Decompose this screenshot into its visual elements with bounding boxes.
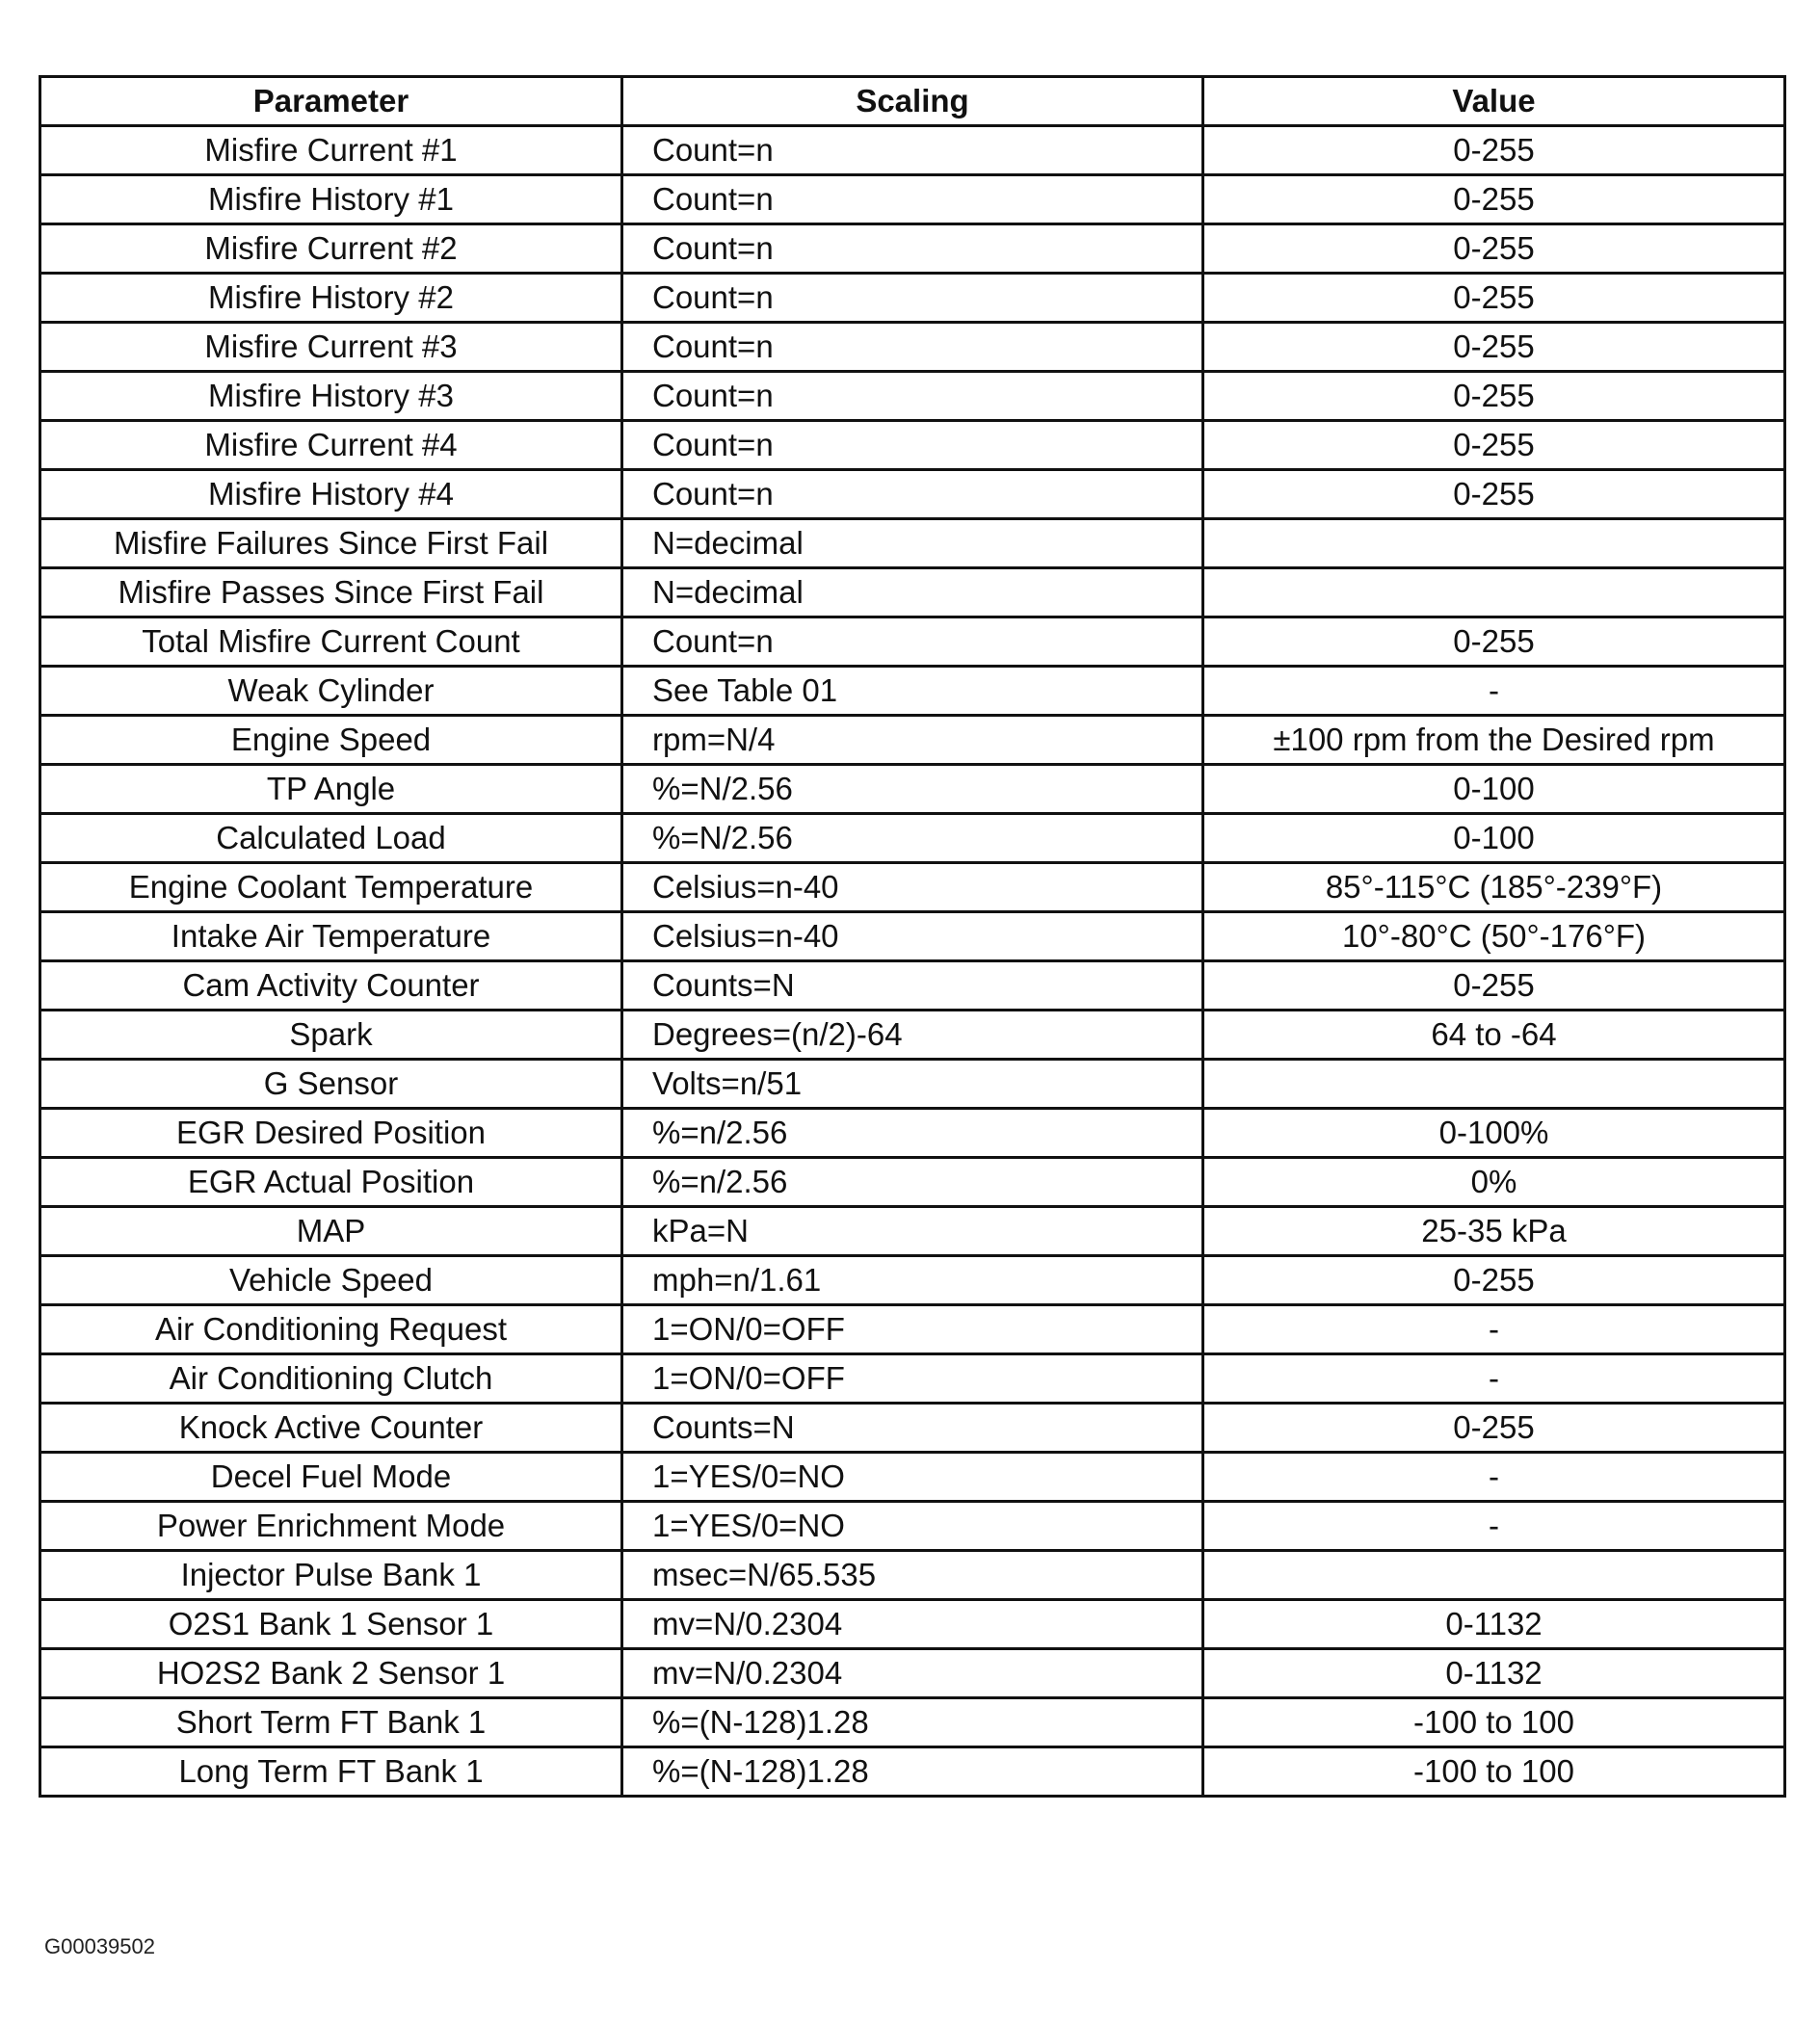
scaling-cell: Count=n (622, 323, 1203, 372)
parameter-cell: G Sensor (40, 1060, 622, 1109)
table-row (40, 912, 1785, 961)
parameter-cell: Decel Fuel Mode (40, 1453, 622, 1502)
scaling-cell: %=n/2.56 (622, 1158, 1203, 1207)
header-value: Value (1203, 77, 1785, 126)
value-cell: 0-255 (1203, 1404, 1785, 1453)
value-cell (1203, 519, 1785, 568)
parameter-cell: Cam Activity Counter (40, 961, 622, 1011)
parameter-cell: Long Term FT Bank 1 (40, 1747, 622, 1797)
parameter-cell: Vehicle Speed (40, 1256, 622, 1305)
scaling-cell: rpm=N/4 (622, 716, 1203, 765)
table-row (40, 1551, 1785, 1600)
parameter-cell: Misfire History #2 (40, 274, 622, 323)
scaling-cell: Count=n (622, 617, 1203, 667)
value-cell: 25-35 kPa (1203, 1207, 1785, 1256)
scaling-cell: %=n/2.56 (622, 1109, 1203, 1158)
scaling-cell: Counts=N (622, 961, 1203, 1011)
table-row (40, 1207, 1785, 1256)
parameter-cell: Weak Cylinder (40, 667, 622, 716)
table-row (40, 126, 1785, 175)
table-row (40, 175, 1785, 224)
value-cell: 0-255 (1203, 617, 1785, 667)
scaling-cell: 1=ON/0=OFF (622, 1354, 1203, 1404)
value-cell: 0-100 (1203, 765, 1785, 814)
table-row (40, 1109, 1785, 1158)
value-cell: 0-1132 (1203, 1649, 1785, 1698)
table-row (40, 961, 1785, 1011)
header-parameter: Parameter (40, 77, 622, 126)
value-cell: 0-255 (1203, 274, 1785, 323)
value-cell: 10°-80°C (50°-176°F) (1203, 912, 1785, 961)
value-cell (1203, 568, 1785, 617)
table-row (40, 1305, 1785, 1354)
table-row (40, 274, 1785, 323)
table-row (40, 1649, 1785, 1698)
value-cell: 0-255 (1203, 175, 1785, 224)
scaling-cell: N=decimal (622, 519, 1203, 568)
table-row (40, 372, 1785, 421)
parameter-cell: Injector Pulse Bank 1 (40, 1551, 622, 1600)
parameter-cell: Intake Air Temperature (40, 912, 622, 961)
table-row (40, 1502, 1785, 1551)
value-cell: 0-1132 (1203, 1600, 1785, 1649)
value-cell: -100 to 100 (1203, 1698, 1785, 1747)
value-cell: 0% (1203, 1158, 1785, 1207)
table-row (40, 470, 1785, 519)
table-row (40, 1011, 1785, 1060)
parameter-cell: Calculated Load (40, 814, 622, 863)
value-cell: 0-255 (1203, 372, 1785, 421)
scaling-cell: Count=n (622, 126, 1203, 175)
scaling-cell: %=(N-128)1.28 (622, 1698, 1203, 1747)
scaling-cell: Volts=n/51 (622, 1060, 1203, 1109)
table-row (40, 863, 1785, 912)
scaling-cell: Celsius=n-40 (622, 912, 1203, 961)
parameter-cell: Misfire History #3 (40, 372, 622, 421)
value-cell: 85°-115°C (185°-239°F) (1203, 863, 1785, 912)
scaling-cell: msec=N/65.535 (622, 1551, 1203, 1600)
scaling-cell: 1=YES/0=NO (622, 1502, 1203, 1551)
parameter-cell: Misfire History #1 (40, 175, 622, 224)
parameter-cell: Misfire Current #1 (40, 126, 622, 175)
table-row (40, 519, 1785, 568)
table-row (40, 1158, 1785, 1207)
table-row (40, 1256, 1785, 1305)
parameter-cell: Power Enrichment Mode (40, 1502, 622, 1551)
scaling-cell: Count=n (622, 372, 1203, 421)
value-cell (1203, 1551, 1785, 1600)
value-cell: 0-255 (1203, 961, 1785, 1011)
parameter-cell: Misfire Current #3 (40, 323, 622, 372)
scaling-cell: Count=n (622, 224, 1203, 274)
parameter-cell: Misfire History #4 (40, 470, 622, 519)
scaling-cell: Count=n (622, 470, 1203, 519)
scaling-cell: Count=n (622, 274, 1203, 323)
parameter-table (39, 75, 1786, 1798)
parameter-cell: EGR Desired Position (40, 1109, 622, 1158)
scaling-cell: 1=ON/0=OFF (622, 1305, 1203, 1354)
parameter-cell: Spark (40, 1011, 622, 1060)
scaling-cell: N=decimal (622, 568, 1203, 617)
parameter-cell: EGR Actual Position (40, 1158, 622, 1207)
value-cell: - (1203, 1453, 1785, 1502)
parameter-cell: Misfire Current #4 (40, 421, 622, 470)
table-row (40, 814, 1785, 863)
table-row (40, 1404, 1785, 1453)
scaling-cell: Count=n (622, 175, 1203, 224)
scaling-cell: Count=n (622, 421, 1203, 470)
value-cell: 64 to -64 (1203, 1011, 1785, 1060)
scaling-cell: kPa=N (622, 1207, 1203, 1256)
value-cell: -100 to 100 (1203, 1747, 1785, 1797)
table-header-row (40, 77, 1785, 126)
table-row (40, 765, 1785, 814)
value-cell: - (1203, 1354, 1785, 1404)
value-cell: 0-255 (1203, 470, 1785, 519)
value-cell: 0-255 (1203, 224, 1785, 274)
parameter-cell: O2S1 Bank 1 Sensor 1 (40, 1600, 622, 1649)
scaling-cell: Celsius=n-40 (622, 863, 1203, 912)
scaling-cell: mv=N/0.2304 (622, 1649, 1203, 1698)
scaling-cell: mv=N/0.2304 (622, 1600, 1203, 1649)
table-body (40, 126, 1785, 1797)
scaling-cell: Degrees=(n/2)-64 (622, 1011, 1203, 1060)
table-row (40, 1698, 1785, 1747)
table-row (40, 716, 1785, 765)
table-row (40, 323, 1785, 372)
table-row (40, 568, 1785, 617)
value-cell: 0-255 (1203, 1256, 1785, 1305)
scaling-cell: 1=YES/0=NO (622, 1453, 1203, 1502)
scaling-cell: %=N/2.56 (622, 814, 1203, 863)
value-cell: - (1203, 667, 1785, 716)
table-row (40, 421, 1785, 470)
table-row (40, 1453, 1785, 1502)
table-row (40, 224, 1785, 274)
parameter-cell: Misfire Current #2 (40, 224, 622, 274)
scaling-cell: See Table 01 (622, 667, 1203, 716)
figure-id-label: G00039502 (44, 1934, 155, 1958)
parameter-cell: Short Term FT Bank 1 (40, 1698, 622, 1747)
table-row (40, 667, 1785, 716)
table-row (40, 1600, 1785, 1649)
scaling-cell: mph=n/1.61 (622, 1256, 1203, 1305)
value-cell: 0-255 (1203, 323, 1785, 372)
value-cell: - (1203, 1305, 1785, 1354)
value-cell: 0-100% (1203, 1109, 1785, 1158)
value-cell: 0-100 (1203, 814, 1785, 863)
value-cell (1203, 1060, 1785, 1109)
header-scaling: Scaling (622, 77, 1203, 126)
parameter-cell: Misfire Failures Since First Fail (40, 519, 622, 568)
parameter-cell: Air Conditioning Clutch (40, 1354, 622, 1404)
table-row (40, 617, 1785, 667)
table-row (40, 1747, 1785, 1797)
scaling-cell: %=N/2.56 (622, 765, 1203, 814)
parameter-cell: Engine Coolant Temperature (40, 863, 622, 912)
value-cell: 0-255 (1203, 126, 1785, 175)
value-cell: 0-255 (1203, 421, 1785, 470)
scaling-cell: %=(N-128)1.28 (622, 1747, 1203, 1797)
parameter-cell: Total Misfire Current Count (40, 617, 622, 667)
parameter-cell: HO2S2 Bank 2 Sensor 1 (40, 1649, 622, 1698)
table-row (40, 1354, 1785, 1404)
scaling-cell: Counts=N (622, 1404, 1203, 1453)
table-row (40, 1060, 1785, 1109)
parameter-cell: TP Angle (40, 765, 622, 814)
value-cell: ±100 rpm from the Desired rpm (1203, 716, 1785, 765)
parameter-cell: Misfire Passes Since First Fail (40, 568, 622, 617)
value-cell: - (1203, 1502, 1785, 1551)
parameter-cell: Engine Speed (40, 716, 622, 765)
parameter-cell: Air Conditioning Request (40, 1305, 622, 1354)
parameter-cell: MAP (40, 1207, 622, 1256)
parameter-cell: Knock Active Counter (40, 1404, 622, 1453)
